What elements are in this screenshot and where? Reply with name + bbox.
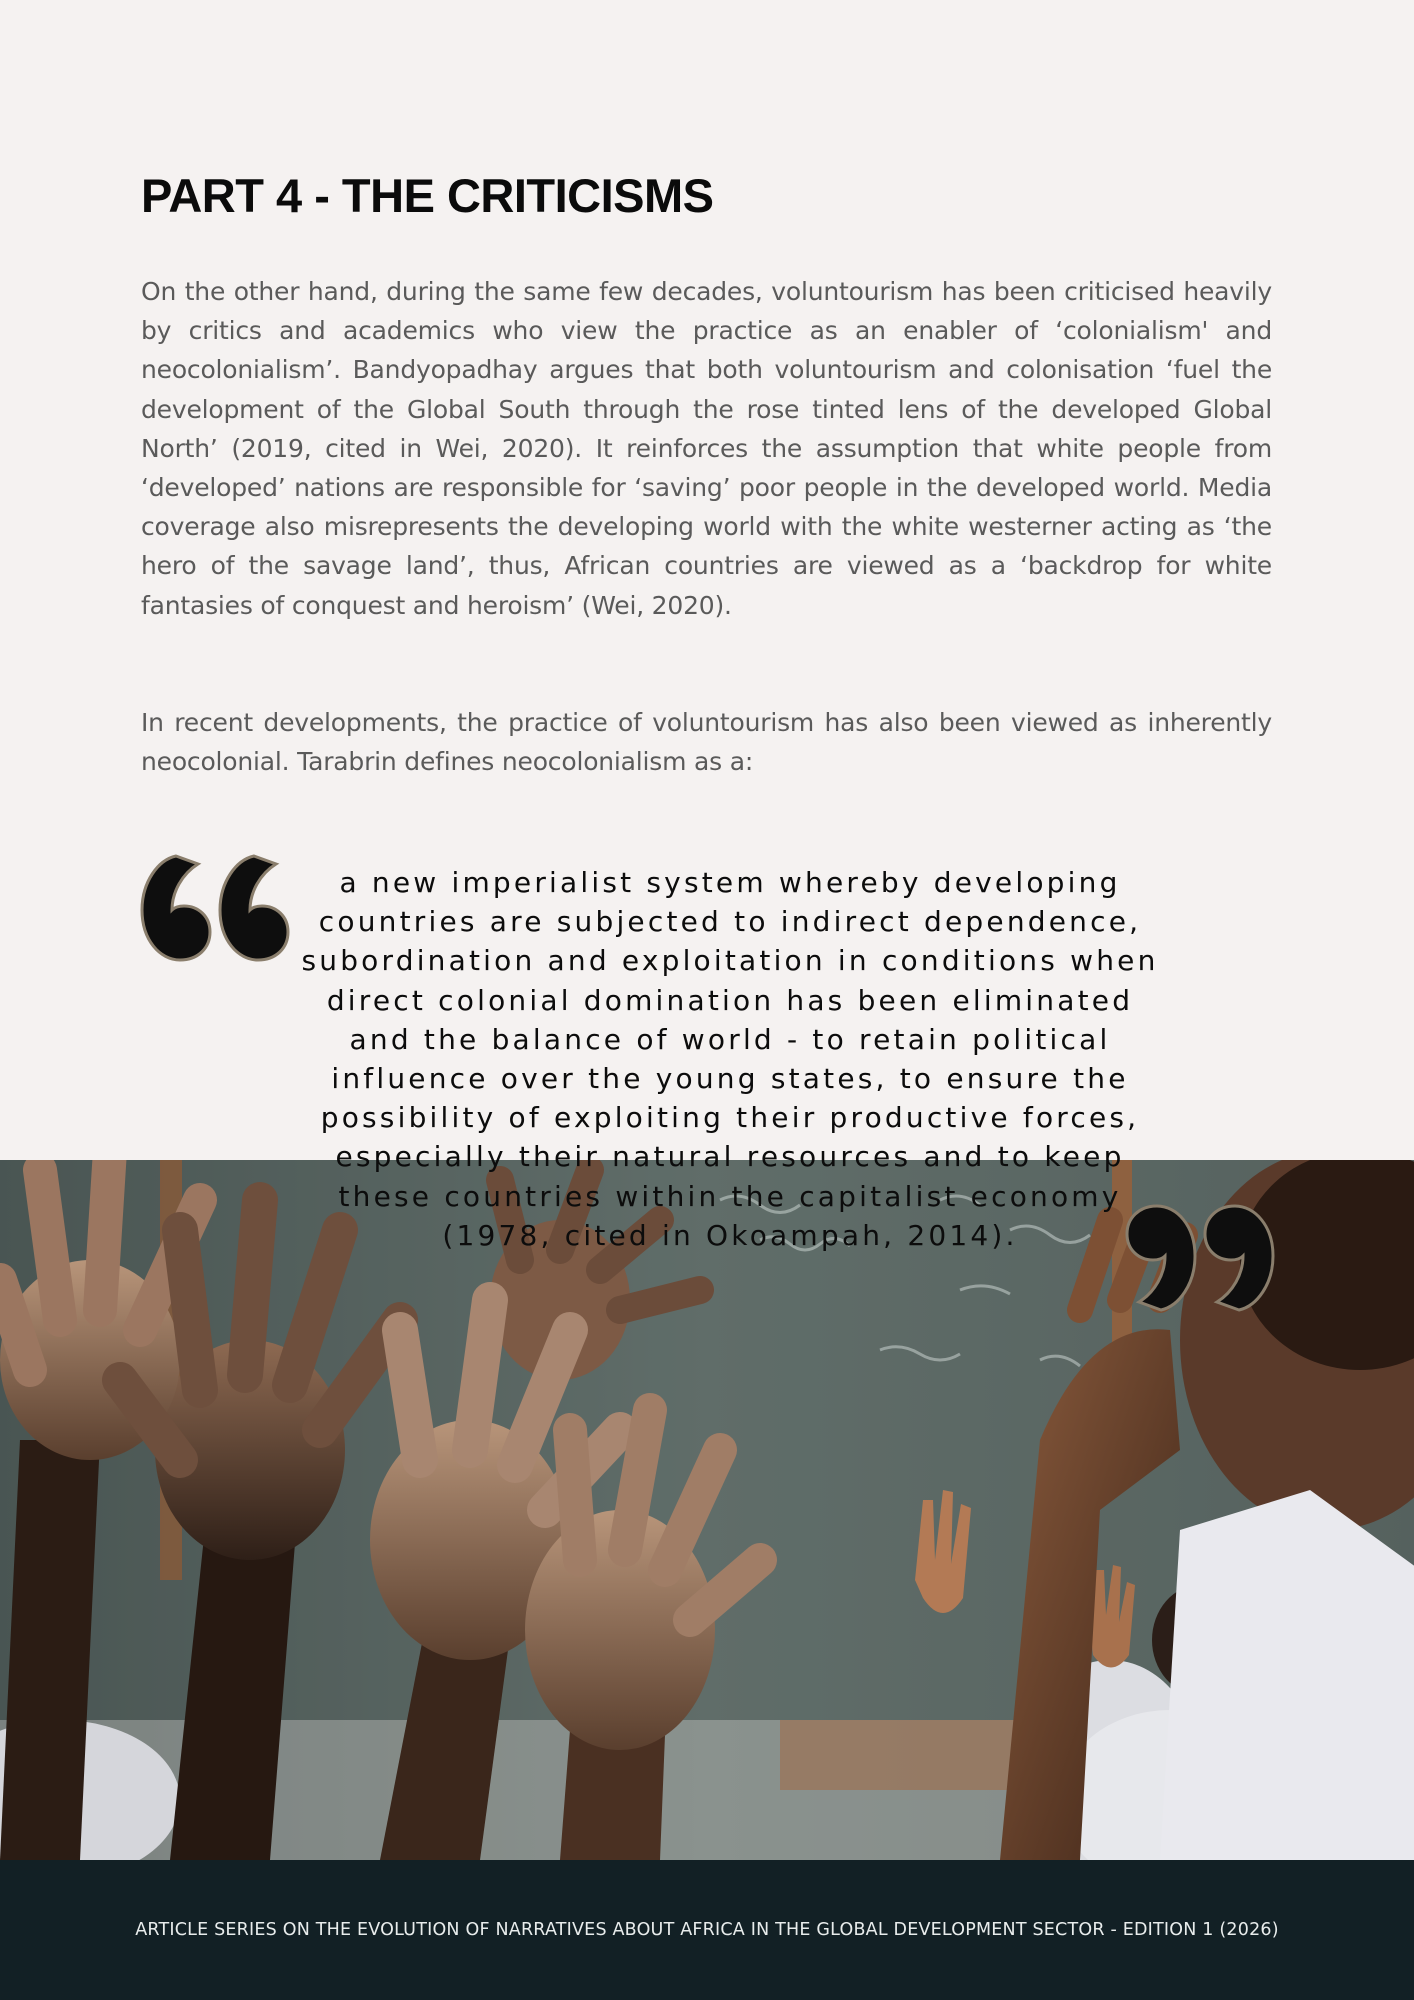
open-quote-icon [138,848,298,968]
body-paragraph-criticism: On the other hand, during the same few decades, voluntourism has been criticised heavily by critics and academics who view the practice as an enabler of ‘colonialism' and neocolonialism’. Bandyopadhay argues that both voluntourism and colonisation ‘fuel the development of the Global South through the rose tinted lens of the developed Global North’ (2019, cited in Wei, 2020). It reinforces the assumption that white people from ‘developed’ nations are responsible for ‘saving’ poor people in the developed world. Media coverage also misrepresents the developing world with the white westerner acting as ‘the hero of the savage land’, thus, African countries are viewed as a ‘backdrop for white fantasies of conquest and heroism’ (Wei, 2020). [141,277,1272,620]
page-title: PART 4 - THE CRITICISMS [141,169,714,222]
footer-bar [0,1860,1414,2000]
footer-series-text: ARTICLE SERIES ON THE EVOLUTION OF NARRATIVES ABOUT AFRICA IN THE GLOBAL DEVELOPMENT SECTOR - EDITION 1 (2026) [135,1920,1279,1940]
close-quote-icon [1117,1198,1277,1318]
blockquote-text: a new imperialist system whereby developing countries are subjected to indirect dependence, subordination and exploitation in conditions when direct colonial domination has been eliminated and the balance of world - to retain political influence over the young states, to ensure the possibility of exploiting their productive forces, especially their natural resources and to keep these countries within the capitalist economy (1978, cited in Okoampah, 2014). [301,866,1159,1252]
body-paragraph-neocolonial: In recent developments, the practice of voluntourism has also been viewed as inherently neocolonial. Tarabrin defines neocolonialism as a: [141,708,1272,777]
